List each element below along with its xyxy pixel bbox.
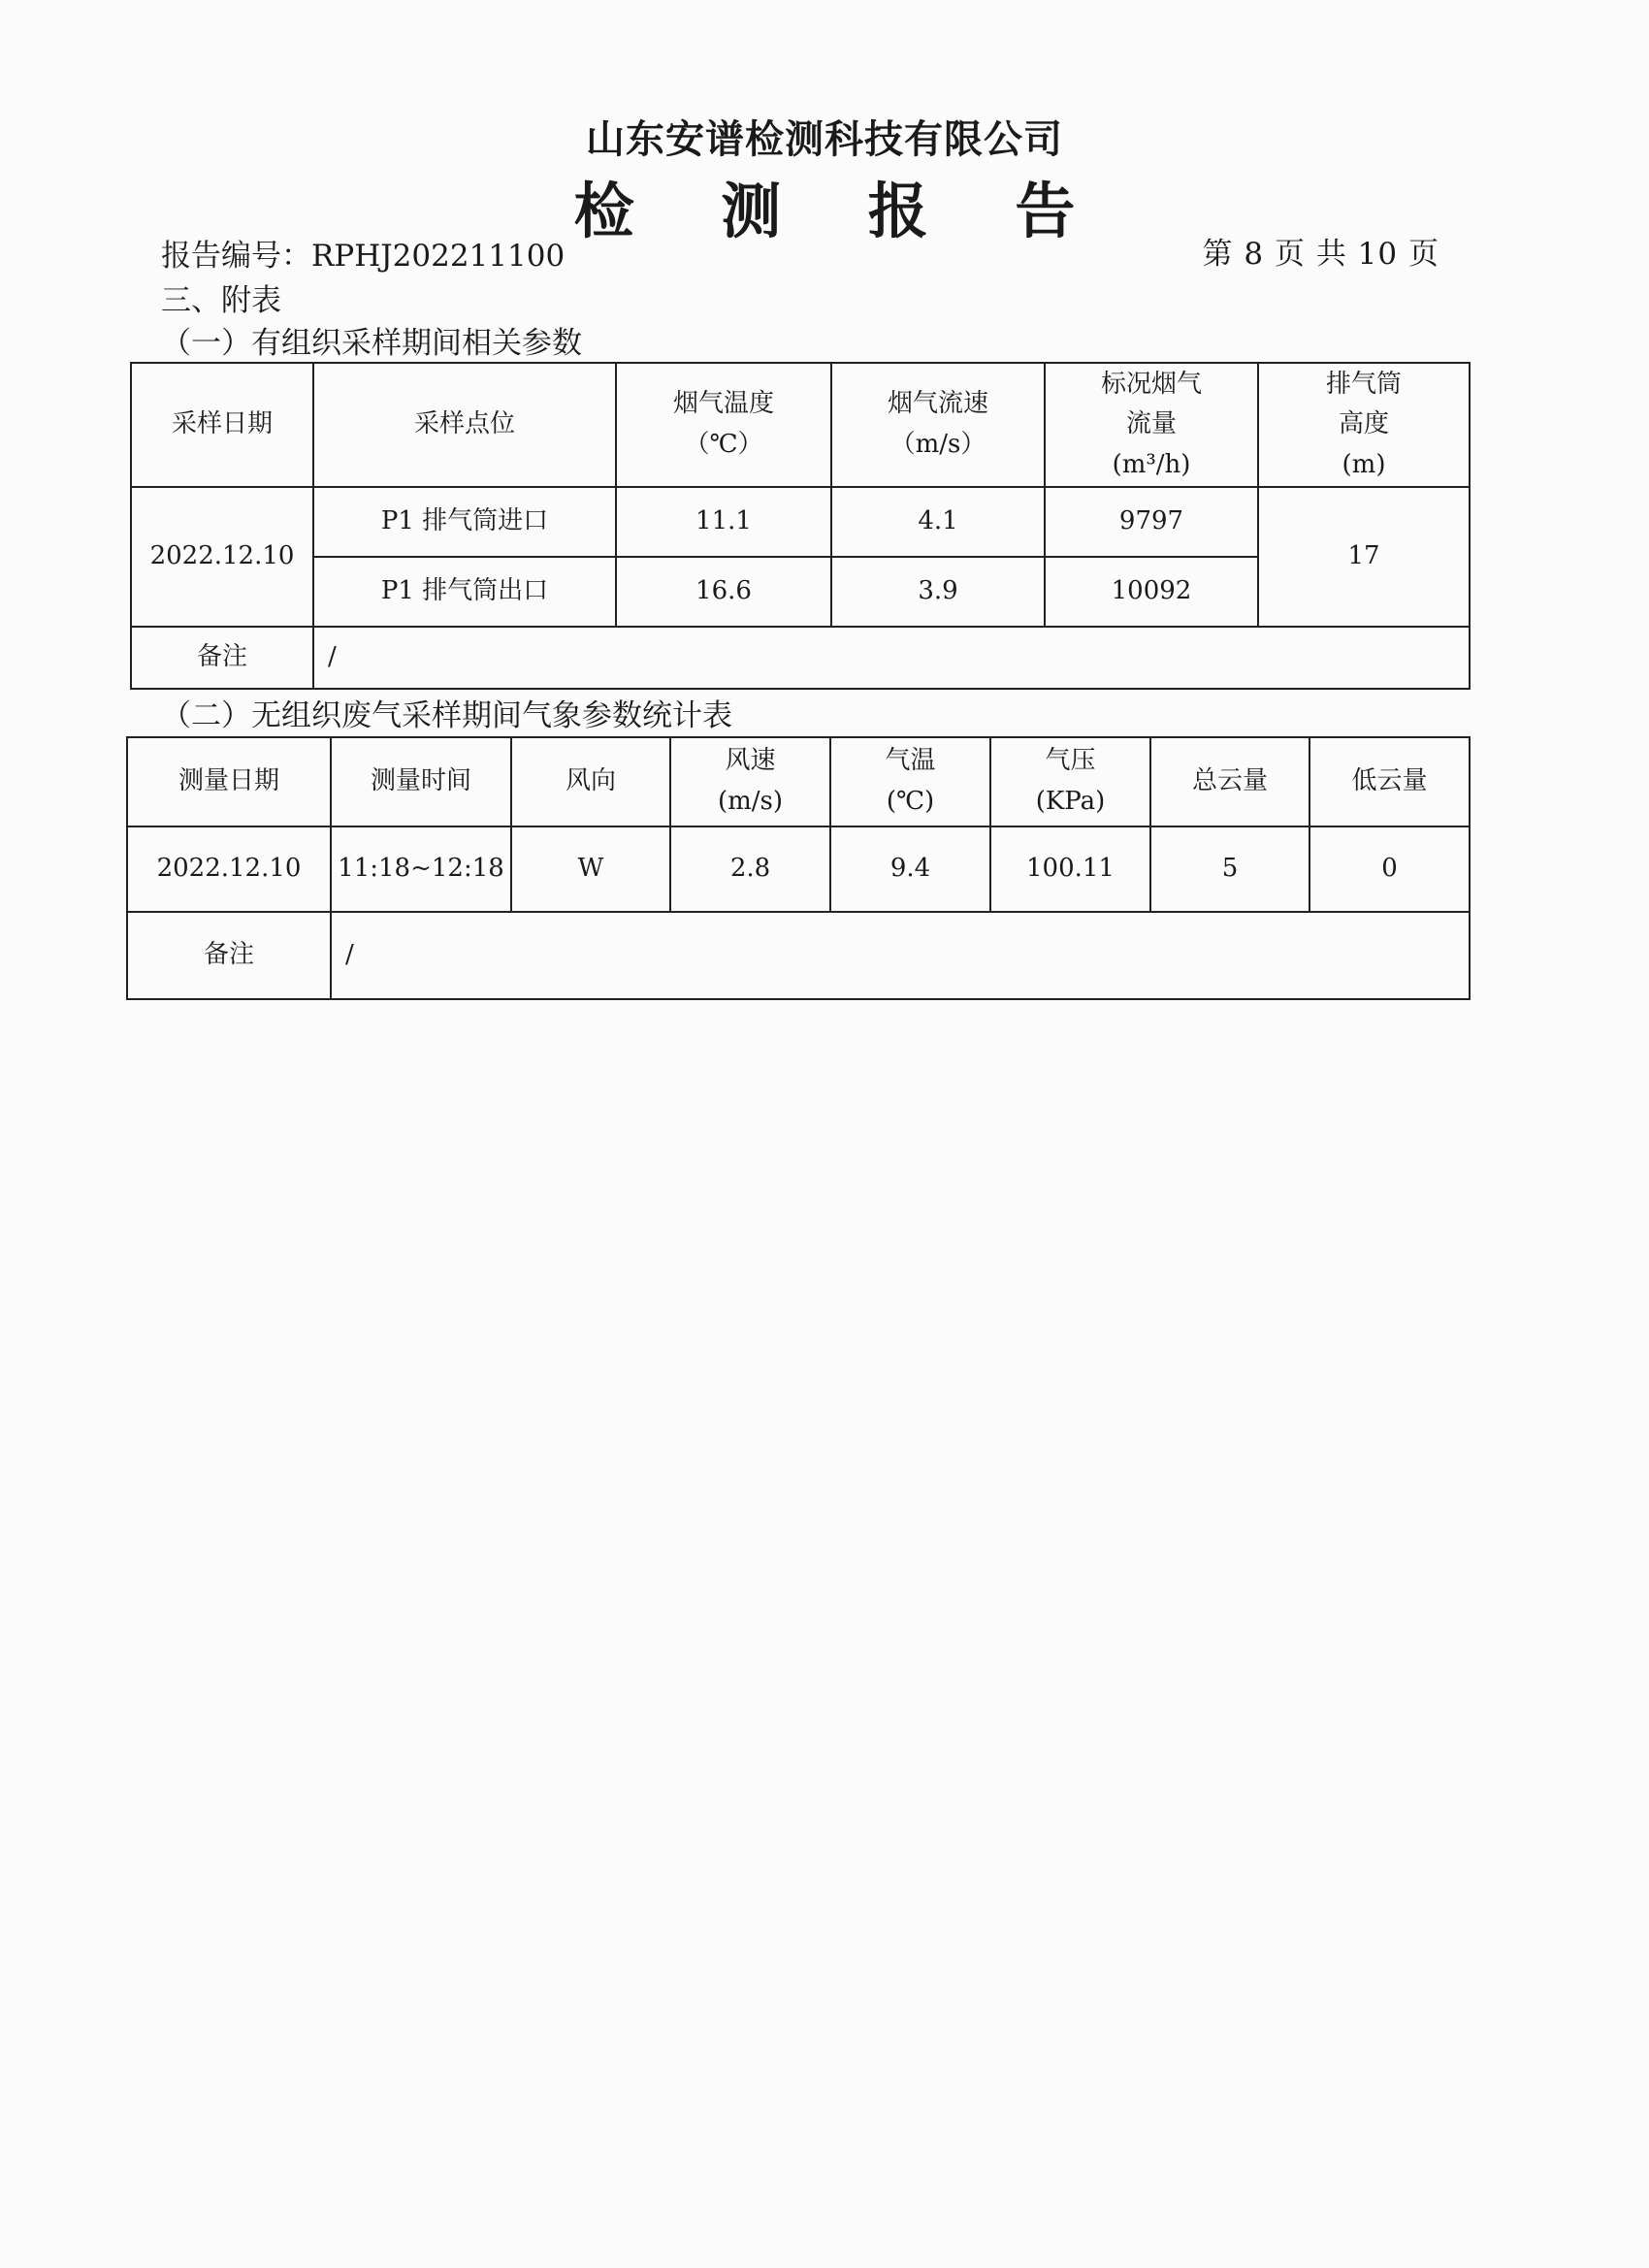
header-measure-date: 测量日期 (127, 737, 331, 826)
report-number: 报告编号：RPHJ202211100 (161, 239, 566, 274)
remarks-label: 备注 (131, 627, 313, 689)
header-sampling-point: 采样点位 (313, 363, 616, 487)
flue-speed-cell: 3.9 (831, 557, 1045, 627)
wind-speed-cell: 2.8 (670, 826, 830, 912)
sampling-point-cell: P1 排气筒进口 (313, 487, 616, 557)
header-air-temp: 气温 (℃) (830, 737, 990, 826)
flue-speed-cell: 4.1 (831, 487, 1045, 557)
header-flue-temp: 烟气温度 （℃） (616, 363, 831, 487)
measure-date-cell: 2022.12.10 (127, 826, 331, 912)
remarks-label: 备注 (127, 912, 331, 999)
header-measure-time: 测量时间 (331, 737, 511, 826)
header-low-cloud: 低云量 (1310, 737, 1470, 826)
report-title: 检 测 报 告 (573, 176, 1109, 246)
low-cloud-cell: 0 (1310, 826, 1470, 912)
flue-temp-cell: 16.6 (616, 557, 831, 627)
remarks-value: / (331, 912, 1470, 999)
table1-caption: （一）有组织采样期间相关参数 (161, 326, 582, 361)
air-temp-cell: 9.4 (830, 826, 990, 912)
sampling-date-cell: 2022.12.10 (131, 487, 313, 627)
remarks-row (127, 912, 1470, 999)
header-wind-direction: 风向 (511, 737, 670, 826)
weather-parameters-table (126, 736, 1471, 1000)
stack-height-cell: 17 (1258, 487, 1470, 627)
header-wind-speed: 风速 (m/s) (670, 737, 830, 826)
company-name: 山东安谱检测科技有限公司 (586, 116, 1063, 162)
air-pressure-cell: 100.11 (990, 826, 1150, 912)
table-row (127, 826, 1470, 912)
header-sampling-date: 采样日期 (131, 363, 313, 487)
measure-time-cell: 11:18~12:18 (331, 826, 511, 912)
header-total-cloud: 总云量 (1150, 737, 1310, 826)
wind-direction-cell: W (511, 826, 670, 912)
flue-temp-cell: 11.1 (616, 487, 831, 557)
header-flue-speed: 烟气流速 （m/s） (831, 363, 1045, 487)
total-cloud-cell: 5 (1150, 826, 1310, 912)
remarks-row (131, 627, 1470, 689)
sampling-point-cell: P1 排气筒出口 (313, 557, 616, 627)
header-standard-flow: 标况烟气 流量 (m³/h) (1045, 363, 1258, 487)
section-title: 三、附表 (161, 283, 281, 318)
standard-flow-cell: 9797 (1045, 487, 1258, 557)
organized-sampling-table (130, 362, 1471, 690)
table-row (131, 487, 1470, 557)
table-header-row (131, 363, 1470, 487)
table-header-row (127, 737, 1470, 826)
standard-flow-cell: 10092 (1045, 557, 1258, 627)
table2-caption: （二）无组织废气采样期间气象参数统计表 (161, 698, 732, 733)
header-air-pressure: 气压 (KPa) (990, 737, 1150, 826)
remarks-value: / (313, 627, 1470, 689)
header-stack-height: 排气筒 高度 (m) (1258, 363, 1470, 487)
page-indicator: 第 8 页 共 10 页 (1202, 237, 1439, 272)
